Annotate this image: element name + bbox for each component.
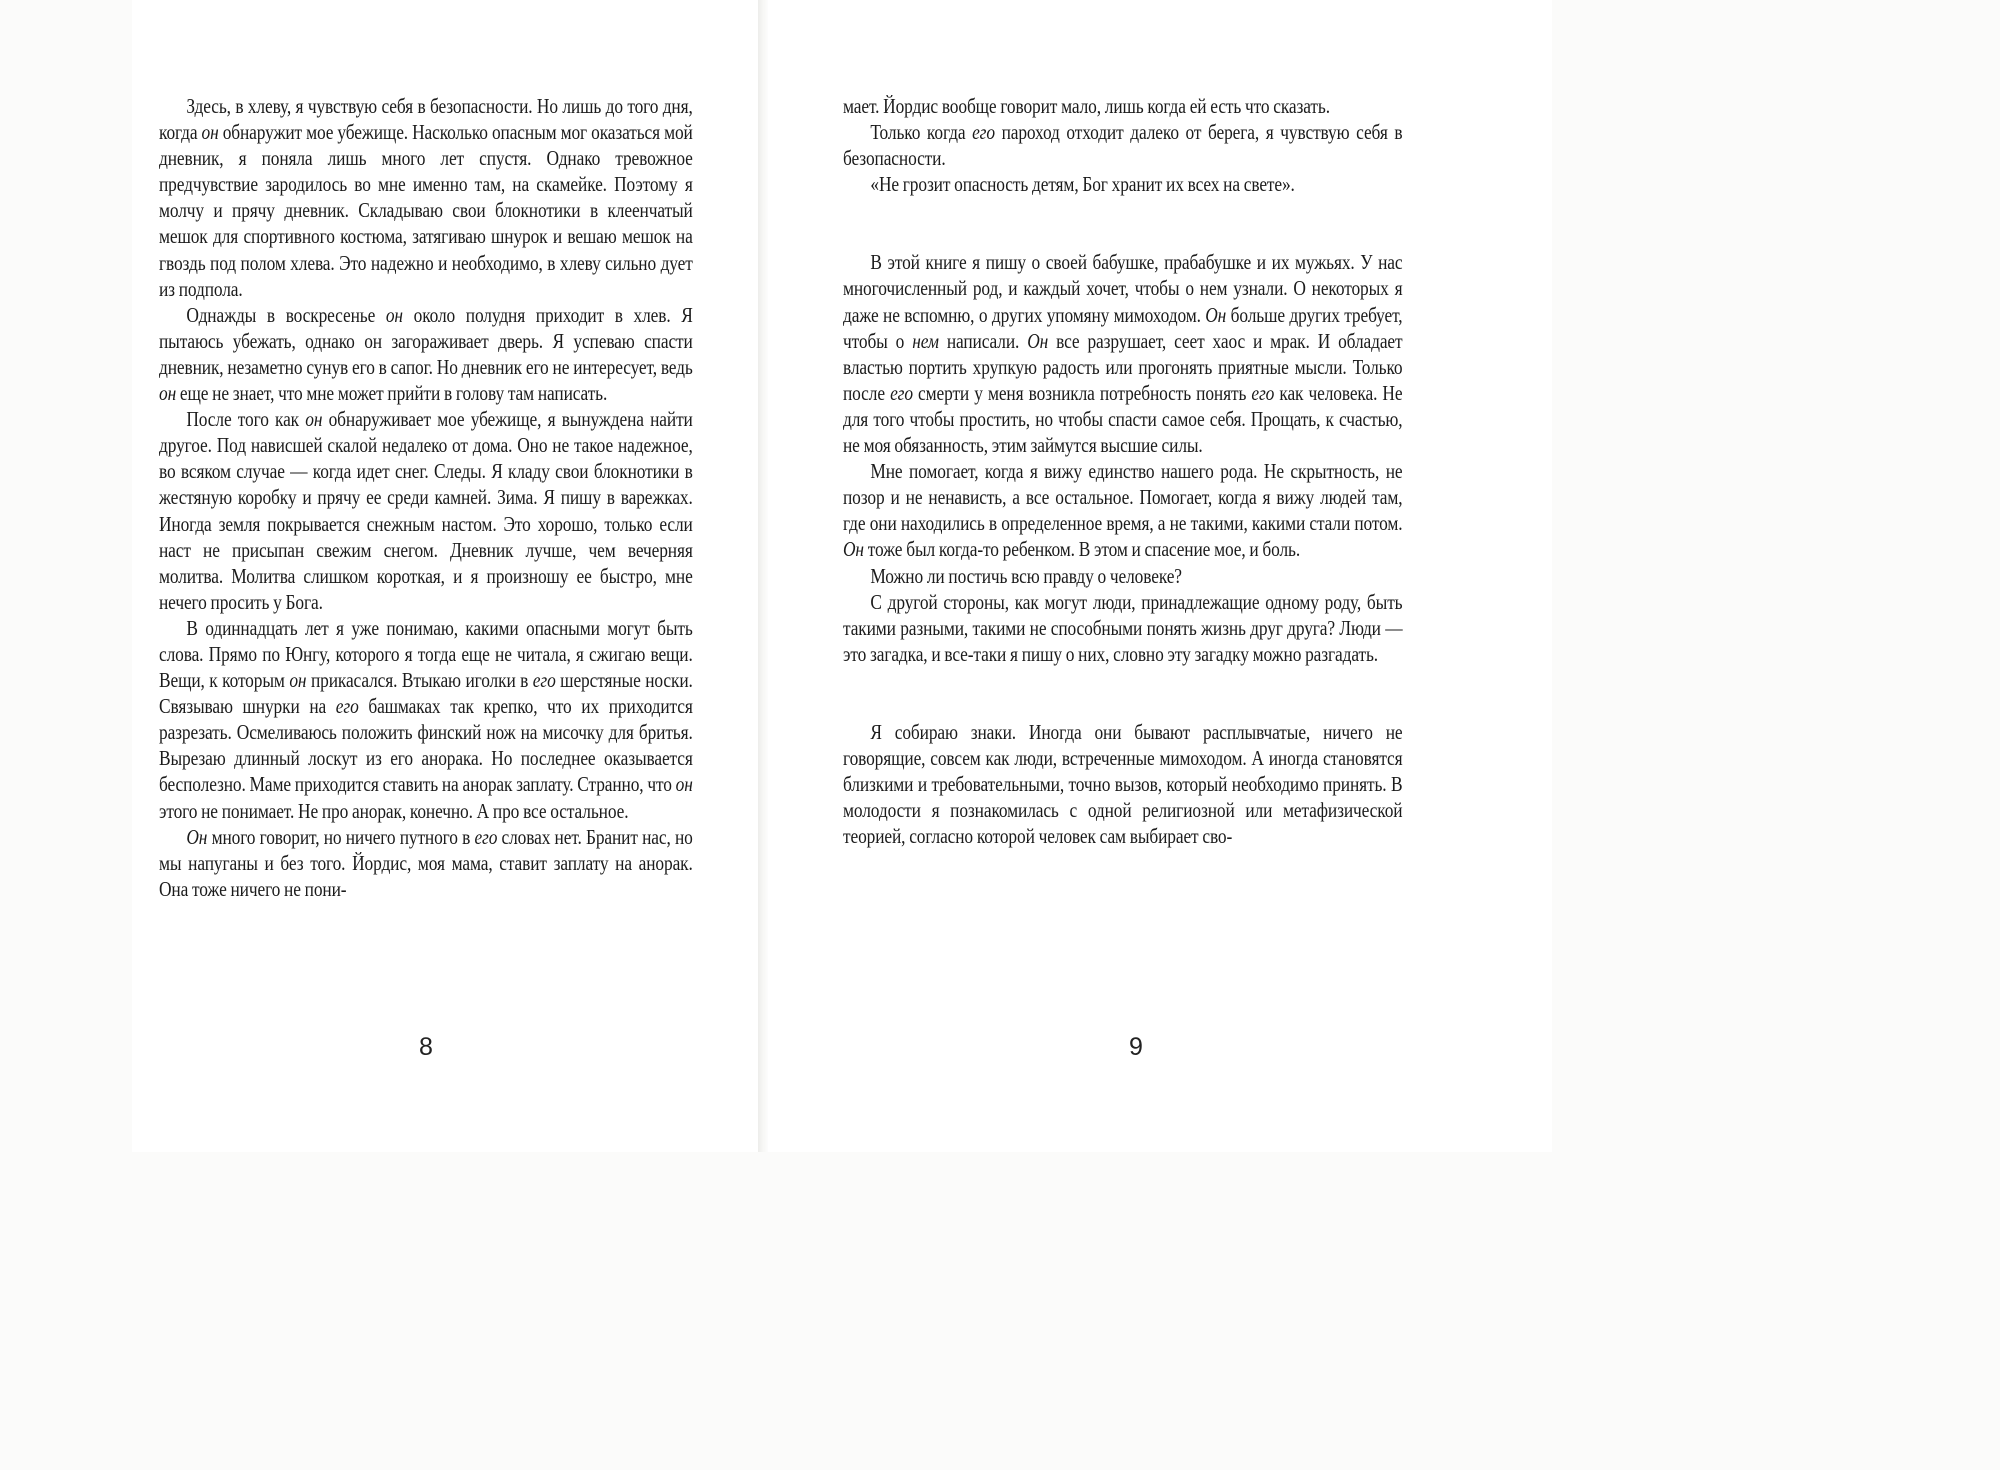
- paragraph: «Не грозит опасность детям, Бог хранит их всех на свете».: [870, 172, 1295, 197]
- paragraph: Я собираю знаки. Иногда они бывают расплывчатые, ничего не говорящие, совсем как люди, встреченные мимоходом. А иногда становятся близкими и требовательными, точно вызов, который необходимо принять. В молодости я познакомилась с одной религиозной или метафизической теорией, согласно которой человек сам выбирает сво-: [843, 719, 1403, 849]
- right-page-text: [843, 93, 1402, 849]
- paragraph: С другой стороны, как могут люди, принадлежащие одному роду, быть такими разными, такими не способными понять жизнь друг друга? Люди — это загадка, и все-таки я пишу о них, словно эту загадку можно разгадать.: [843, 589, 1403, 666]
- paragraph: В этой книге я пишу о своей бабушке, прабабушке и их мужьях. У нас многочисленный род, и каждый хочет, чтобы о нем узнали. О некоторых я даже не вспомню, о других упомяну мимоходом. Он больше других требует, чтобы о нем написали. Он все разрушает, сеет хаос и мрак. И обладает властью портить хрупкую радость или прогонять приятные мысли. Только после его смерти у меня возникла потребность понять его как человека. Не для того чтобы простить, но чтобы спасти самое себя. Прощать, к счастью, не моя обязанность, этим займутся высшие силы.: [843, 250, 1403, 458]
- page-number: 9: [1129, 1033, 1143, 1061]
- left-page-text: [159, 93, 693, 902]
- paragraph: Он много говорит, но ничего путного в его словах нет. Бранит нас, но мы напуганы и без того. Йордис, моя мама, ставит заплату на анорак. Она тоже ничего не пони-: [159, 824, 693, 901]
- page-number: 8: [419, 1033, 433, 1061]
- paragraph: Можно ли постичь всю правду о человеке?: [870, 563, 1182, 588]
- paragraph: После того как он обнаруживает мое убежище, я вынуждена найти другое. Под нависшей скалой недалеко от дома. Оно не такое надежное, во всяком случае — когда идет снег. Следы. Я кладу свои блокнотики в жестяную коробку и прячу ее среди камней. Зима. Я пишу в варежках. Иногда земля покрывается снежным настом. Это хорошо, только если наст не присыпан свежим снегом. Дневник лучше, чем вечерняя молитва. Молитва слишком короткая, и я произношу ее быстро, мне нечего просить у Бога.: [159, 407, 693, 614]
- left-page: [132, 0, 758, 1152]
- paragraph: Только когда его пароход отходит далеко от берега, я чувствую себя в безопасности.: [843, 120, 1403, 171]
- paragraph: мает. Йордис вообще говорит мало, лишь когда ей есть что сказать.: [843, 94, 1330, 118]
- paragraph: В одиннадцать лет я уже понимаю, какими опасными могут быть слова. Прямо по Юнгу, которого я тогда еще не читала, я сжигаю вещи. Вещи, к которым он прикасался. Втыкаю иголки в его шерстяные носки. Связываю шнурки на его башмаках так крепко, что их приходится разрезать. Осмеливаюсь положить финский нож на мисочку для бритья. Вырезаю длинный лоскут из его анорака. Но последнее оказывается бесполезно. Маме приходится ставить на анорак заплату. Странно, что он этого не понимает. Не про анорак, конечно. А про все остальное.: [159, 615, 693, 823]
- paragraph: Здесь, в хлеву, я чувствую себя в безопасности. Но лишь до того дня, когда он обнаружит мое убежище. Насколько опасным мог оказаться мой дневник, я поняла лишь много лет спустя. Однако тревожное предчувствие зародилось во мне именно там, на скамейке. Поэтому я молчу и прячу дневник. Складываю свои блокнотики в клеенчатый мешок для спортивного костюма, затягиваю шнурок и вешаю мешок на гвоздь под полом хлева. Это надежно и необходимо, в хлеву сильно дует из подпола.: [159, 94, 693, 301]
- right-page: [768, 0, 1552, 1152]
- paragraph: Однажды в воскресенье он около полудня приходит в хлев. Я пытаюсь убежать, однако он загораживает дверь. Я успеваю спасти дневник, незаметно сунув его в сапог. Но дневник его не интересует, ведь он еще не знает, что мне может прийти в голову там написать.: [159, 302, 693, 406]
- paragraph: Мне помогает, когда я вижу единство нашего рода. Не скрытность, не позор и не ненависть, а все остальное. Помогает, когда я вижу людей там, где они находились в определенное время, а не такими, какими стали потом. Он тоже был когда-то ребенком. В этом и спасение мое, и боль.: [843, 459, 1403, 562]
